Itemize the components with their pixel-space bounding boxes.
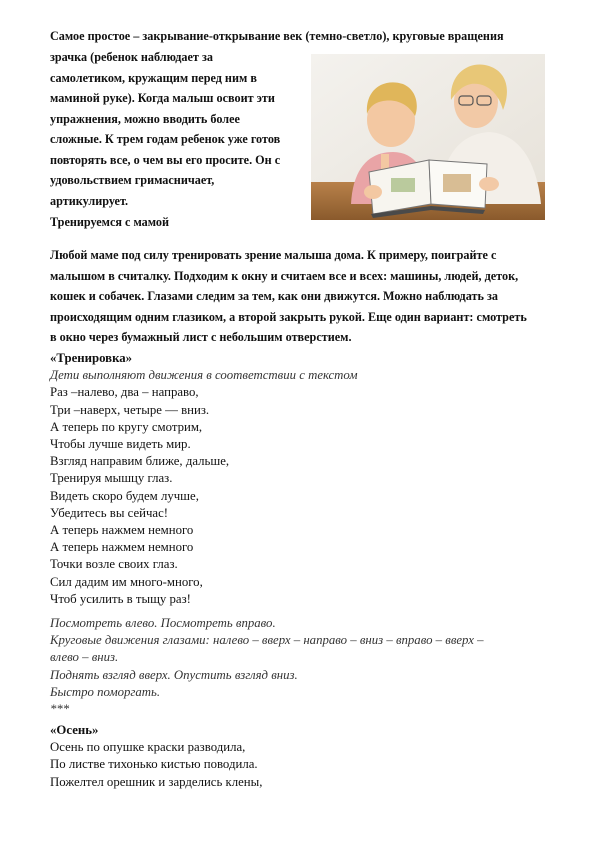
poem-line: Убедитесь вы сейчас!: [50, 505, 169, 520]
poem-line: Видеть скоро будем лучше,: [50, 488, 199, 503]
text-line: сложные. К трем годам ребенок уже готов: [50, 132, 281, 146]
intro-paragraph: [50, 47, 305, 211]
instruction-line: влево – вниз.: [50, 650, 119, 665]
section-heading: [50, 212, 169, 233]
poem-line: Раз –налево, два – направо,: [50, 385, 199, 400]
text-line: Любой маме под силу тренировать зрение малыша дома. К примеру, поиграйте с: [50, 248, 497, 262]
poem-line: По листве тихонько кистью поводила.: [50, 757, 258, 772]
exercise-instructions: [50, 615, 550, 718]
poem-line: А теперь нажмем немного: [50, 540, 194, 555]
poem-autumn: [50, 722, 550, 791]
heading-text: Тренируемся с мамой: [50, 215, 170, 229]
text-line: артикулирует.: [50, 193, 129, 208]
text-line: самолетиком, кружащим перед ним в: [50, 70, 257, 85]
text-line: маминой руке). Когда малыш освоит эти: [50, 91, 275, 105]
text-line: в окно через бумажный лист с небольшим отверстием.: [50, 330, 352, 344]
instruction-line: Быстро поморгать.: [50, 684, 161, 699]
poem-line: Пожелтел орешник и зарделись клены,: [50, 774, 263, 789]
poem-line: Сил дадим им много-много,: [50, 574, 203, 589]
text-line: кошек и собачек. Глазами следим за тем, как они движутся. Можно наблюдать за: [50, 289, 498, 303]
text-line: удовольствием гримасничает,: [50, 173, 215, 187]
poem-line: А теперь нажмем немного: [50, 523, 194, 538]
instruction-line: Круговые движения глазами: налево – вверх – направо – вниз – вправо – вверх –: [50, 633, 484, 648]
poem-line: Осень по опушке краски разводила,: [50, 740, 246, 755]
text-line: Самое простое – закрывание-открывание век (темно-светло), круговые вращения: [50, 29, 504, 43]
text-line: происходящим одним глазиком, а второй закрыть рукой. Еще один вариант: смотреть: [50, 309, 527, 324]
poem-title: «Тренировка»: [50, 351, 133, 365]
intro-first-line: [50, 26, 550, 47]
poem-line: Взгляд направим ближе, дальше,: [50, 454, 230, 469]
poem-line: Три –наверх, четыре — вниз.: [50, 402, 210, 417]
text-line: зрачка (ребенок наблюдает за: [50, 50, 213, 64]
text-line: упражнения, можно вводить более: [50, 111, 240, 126]
poem-subtitle: Дети выполняют движения в соответствии с текстом: [50, 368, 358, 383]
separator: ***: [50, 702, 70, 717]
poem-line: Тренируя мышцу глаз.: [50, 471, 173, 486]
instruction-line: Поднять взгляд вверх. Опустить взгляд вниз.: [50, 667, 298, 682]
poem-title: «Осень»: [50, 723, 99, 737]
poem-line: Чтоб усилить в тыщу раз!: [50, 591, 191, 606]
poem-line: Чтобы лучше видеть мир.: [50, 437, 191, 452]
poem-line: А теперь по кругу смотрим,: [50, 419, 203, 434]
instruction-line: Посмотреть влево. Посмотреть вправо.: [50, 616, 276, 630]
poem-line: Точки возле своих глаз.: [50, 557, 178, 572]
poem-training: [50, 350, 550, 608]
mother-reading-with-child-photo: [311, 54, 545, 220]
text-line: повторять все, о чем вы его просите. Он с: [50, 152, 281, 167]
text-line: малышом в считалку. Подходим к окну и считаем все и всех: машины, людей, деток,: [50, 268, 519, 283]
paragraph-train-with-mom: [50, 245, 555, 348]
